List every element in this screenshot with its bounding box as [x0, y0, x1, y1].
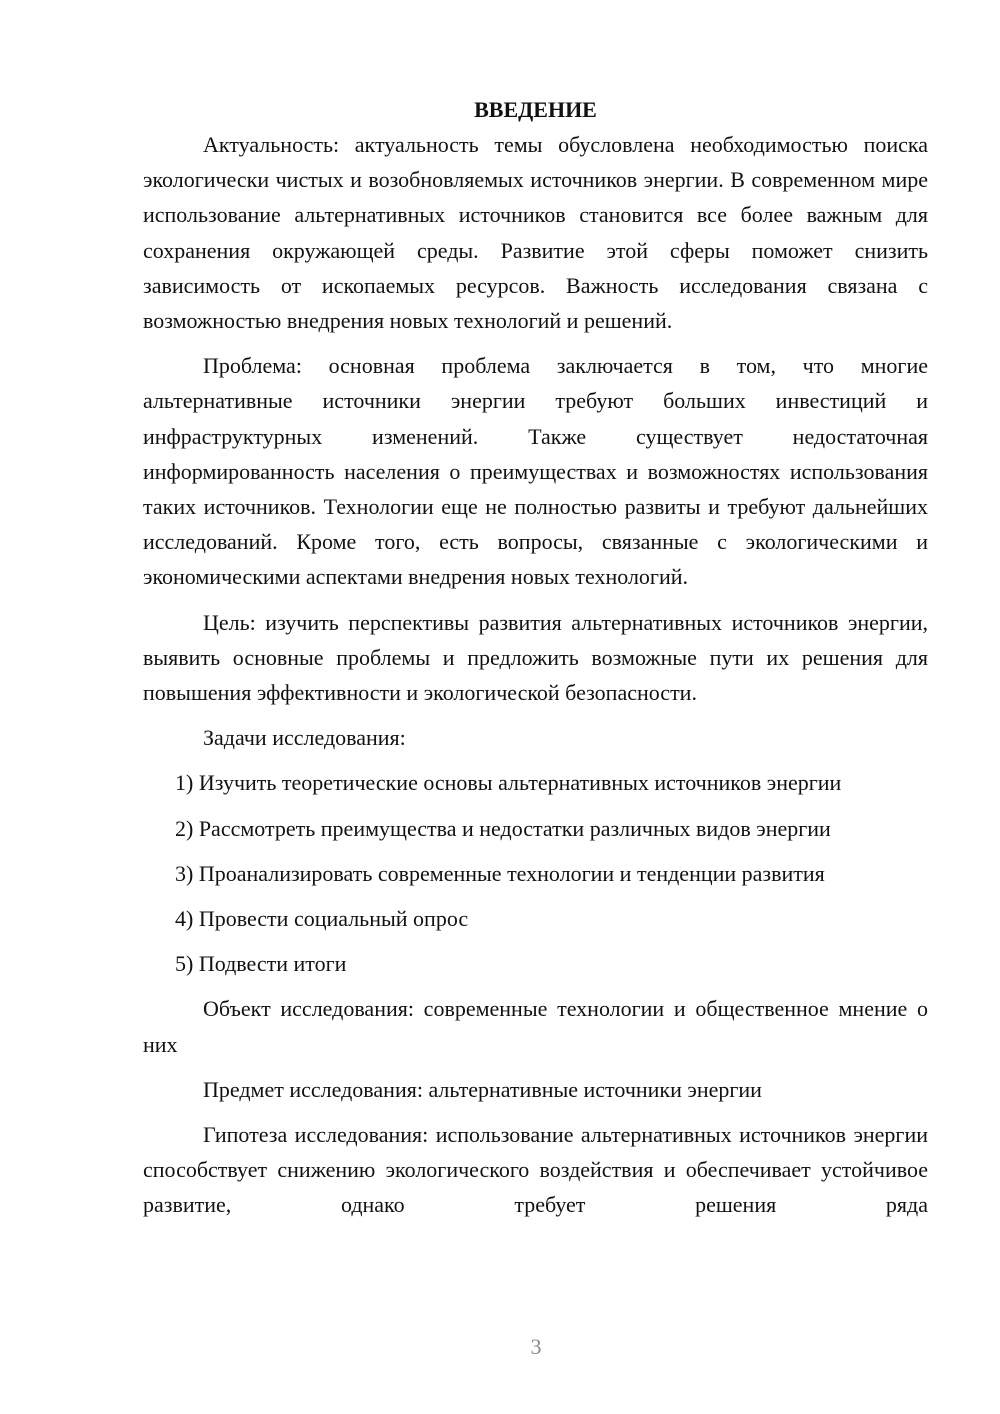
list-item: 5) Подвести итоги — [175, 951, 347, 977]
document-page — [143, 92, 928, 1223]
paragraph-hypothesis: Гипотеза исследования: использование альтернативных источников энергии способствует снижению экологического воздействия и обеспечивает устойчивое развитие, однако требует решения ряда — [143, 1122, 928, 1218]
list-item: 1) Изучить теоретические основы альтернативных источников энергии — [175, 770, 842, 796]
list-item: 4) Провести социальный опрос — [175, 906, 469, 932]
page-title: ВВЕДЕНИЕ — [474, 97, 597, 122]
paragraph-relevance: Актуальность: актуальность темы обусловлена необходимостью поиска экологически чистых и возобновляемых источников энергии. В современном мире использование альтернативных источников становится все более важным для сохранения окружающей среды. Развитие этой сферы поможет снизить зависимость от ископаемых ресурсов. Важность исследования связана с возможностью внедрения новых технологий и решений. — [143, 132, 928, 334]
page-number: 3 — [530, 1334, 542, 1359]
paragraph-problem: Проблема: основная проблема заключается в том, что многие альтернативные источники энергии требуют больших инвестиций и инфраструктурных изменений. Также существует недостаточная информированность населения о преимуществах и возможностях использования таких источников. Технологии еще не полностью развиты и требуют дальнейших исследований. Кроме того, есть вопросы, связанные с экологическими и экономическими аспектами внедрения новых технологий. — [143, 353, 928, 590]
tasks-list — [143, 765, 928, 981]
list-item: 3) Проанализировать современные технологии и тенденции развития — [175, 860, 825, 886]
paragraph-goal: Цель: изучить перспективы развития альтернативных источников энергии, выявить основные проблемы и предложить возможные пути их решения для повышения эффективности и экологической безопасности. — [143, 609, 928, 706]
paragraph-subject: Предмет исследования: альтернативные источники энергии — [203, 1076, 762, 1102]
paragraph-object: Объект исследования: современные технологии и общественное мнение о них — [143, 996, 928, 1057]
paragraph-tasks-heading: Задачи исследования: — [203, 725, 406, 751]
list-item: 2) Рассмотреть преимущества и недостатки различных видов энергии — [175, 815, 831, 841]
